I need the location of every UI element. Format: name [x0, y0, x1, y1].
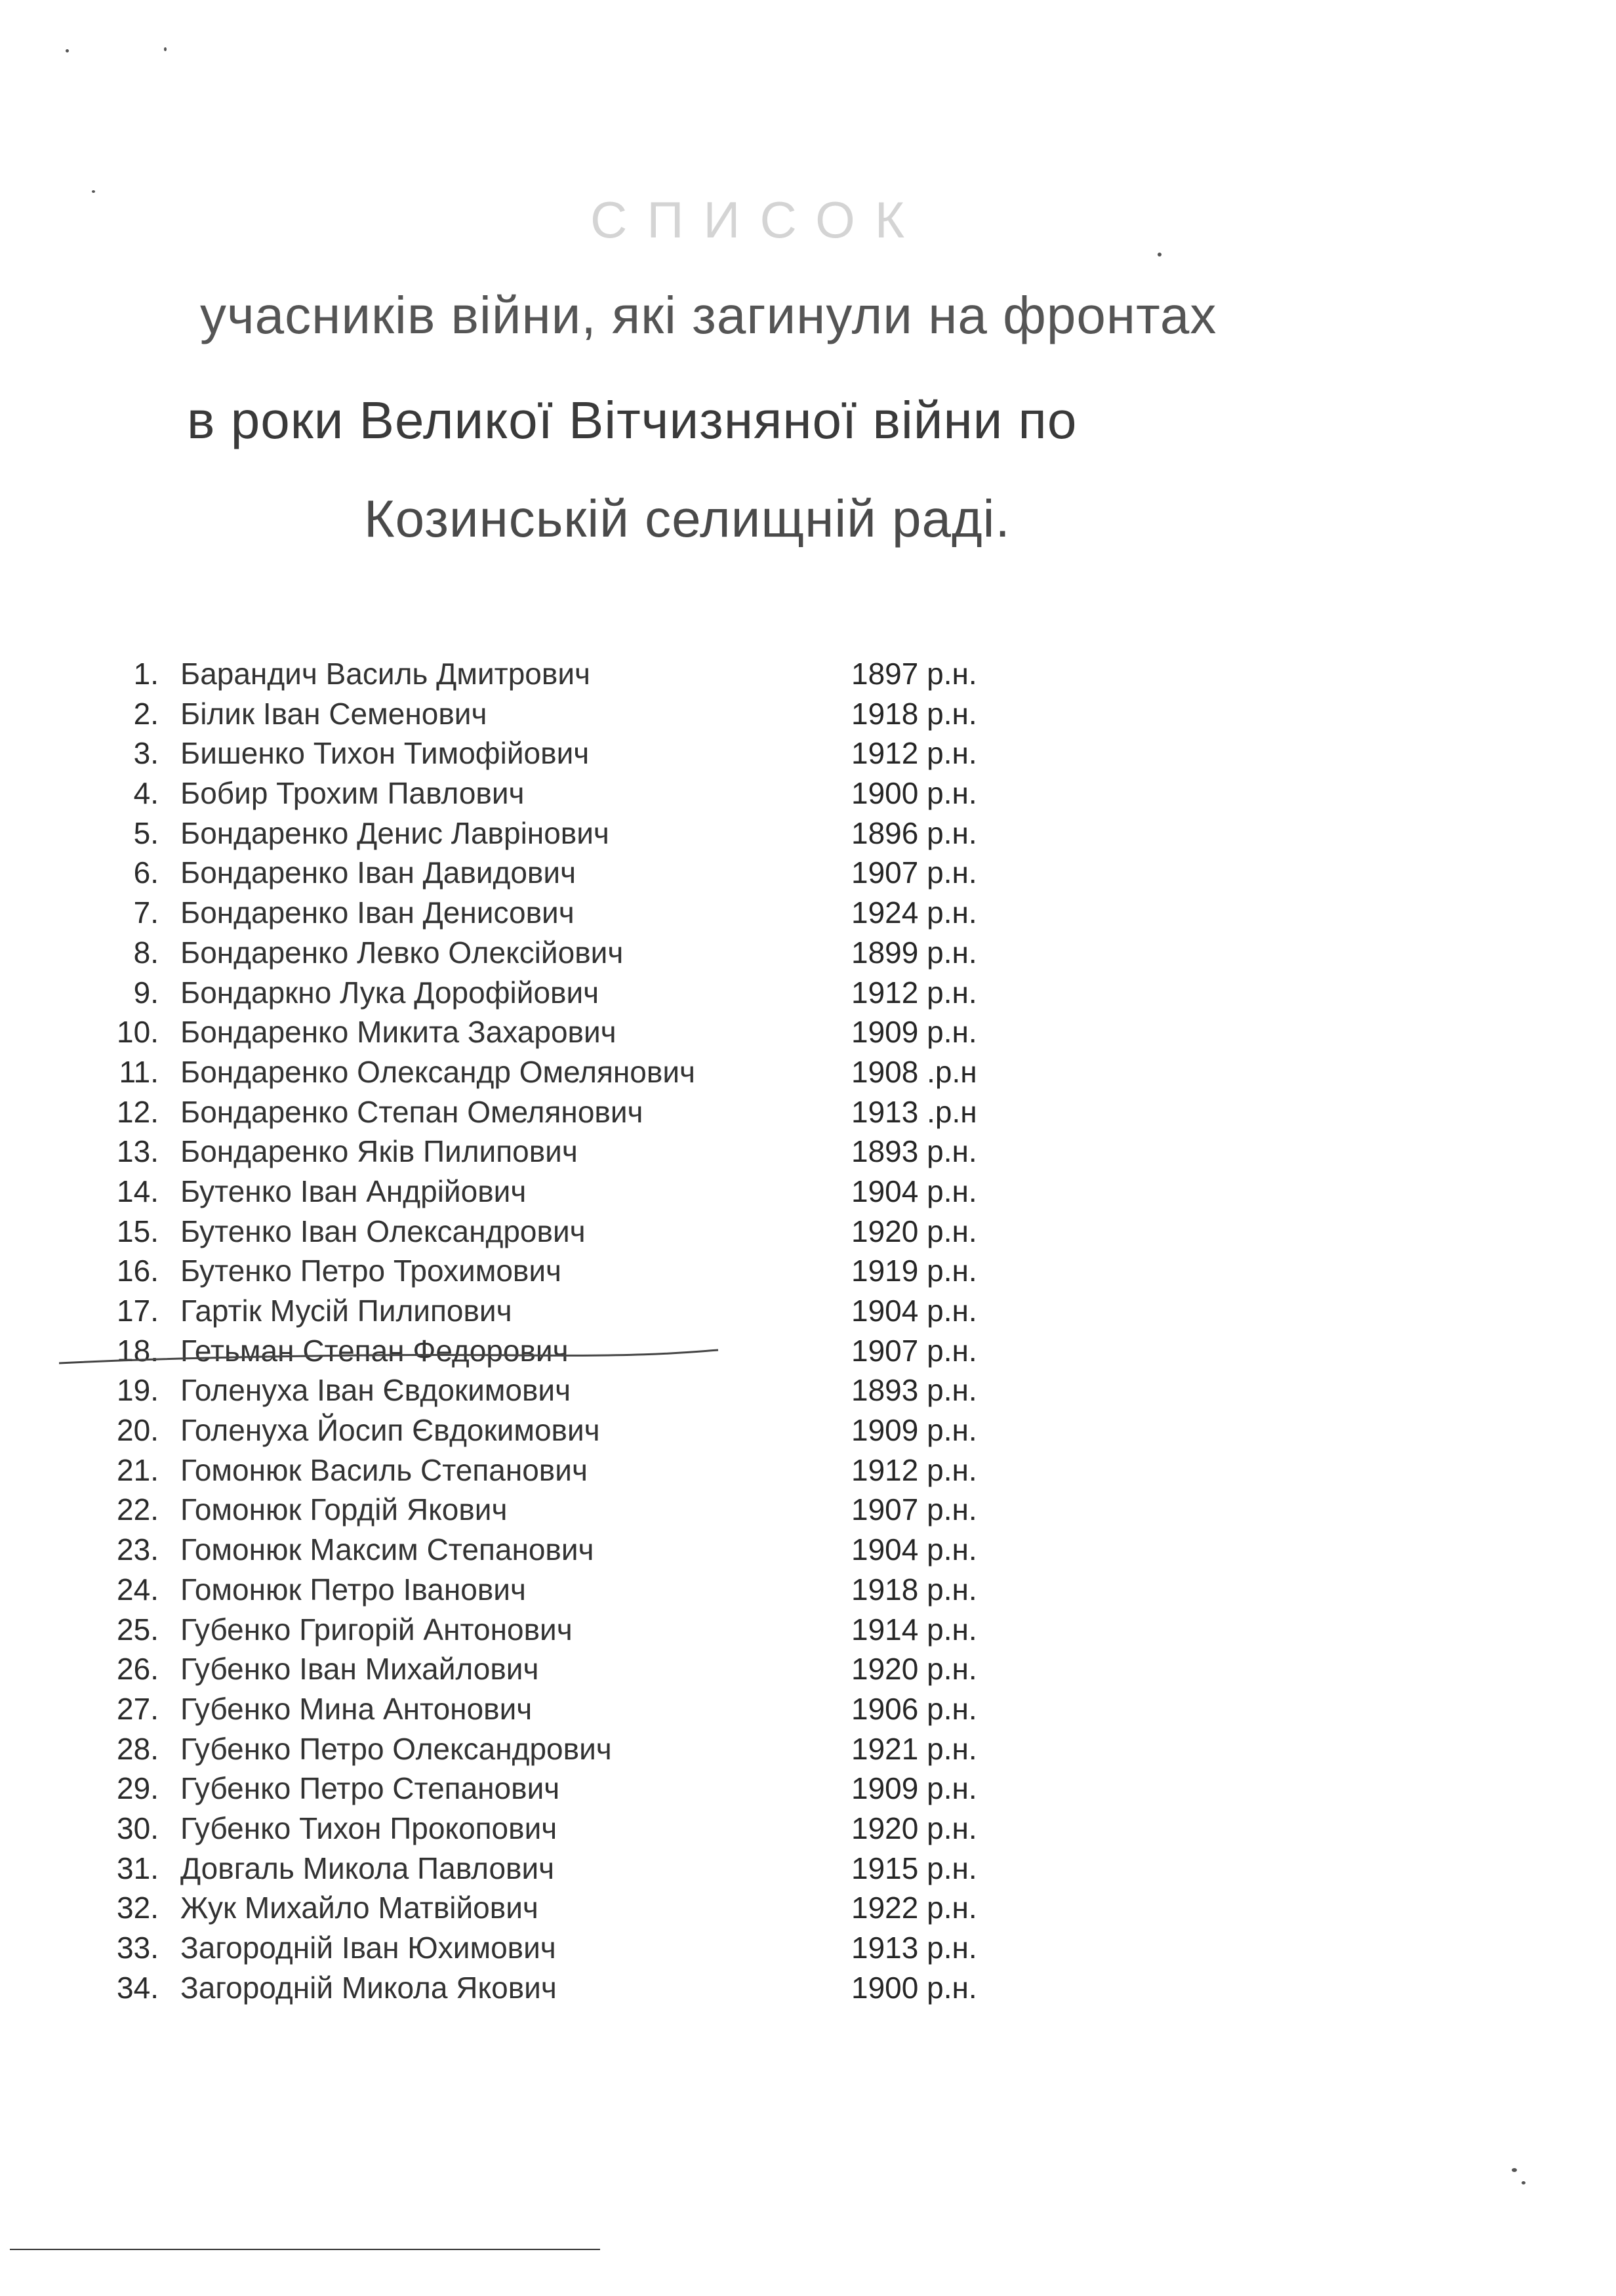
- list-item: [98, 1809, 1148, 1849]
- entry-name: Бишенко Тихон Тимофійович: [180, 736, 590, 771]
- list-item: [98, 973, 1148, 1013]
- list-item: [98, 1370, 1148, 1410]
- entry-birth-year: 1904 р.н.: [851, 1174, 977, 1208]
- entry-number: 15.: [117, 1214, 159, 1248]
- list-item: [98, 1410, 1148, 1450]
- entry-birth-year: 1909 р.н.: [851, 1413, 977, 1448]
- entry-name: Гомонюк Максим Степанович: [180, 1532, 594, 1567]
- entry-name: Бобир Трохим Павлович: [180, 776, 525, 811]
- entry-birth-year: 1907 р.н.: [851, 1333, 977, 1368]
- casualty-list: [98, 654, 1148, 2007]
- entry-birth-year: 1897 р.н.: [851, 657, 977, 691]
- list-item: [98, 1849, 1148, 1889]
- list-item: [98, 1769, 1148, 1809]
- title-line-1: учасників війни, які загинули на фронтах: [200, 286, 1217, 344]
- entry-number: 32.: [117, 1891, 159, 1925]
- entry-number: 30.: [117, 1811, 159, 1845]
- entry-number: 20.: [117, 1413, 159, 1448]
- entry-name: Гетьман Степан Федорович: [180, 1333, 569, 1368]
- scan-speck: [164, 47, 167, 51]
- entry-number: 4.: [133, 776, 159, 811]
- list-item: [98, 1251, 1148, 1291]
- entry-name: Бондаренко Іван Денисович: [180, 895, 575, 930]
- list-item: [98, 853, 1148, 893]
- entry-name: Бондаренко Денис Лаврінович: [180, 815, 609, 850]
- entry-birth-year: 1920 р.н.: [851, 1811, 977, 1845]
- entry-number: 17.: [117, 1294, 159, 1328]
- entry-number: 19.: [117, 1373, 159, 1408]
- scan-speck: [1512, 2168, 1517, 2172]
- list-item: [98, 1092, 1148, 1132]
- list-item: [98, 933, 1148, 973]
- scan-speck: [1522, 2181, 1525, 2184]
- title-line-2: в роки Великої Вітчизняної війни по: [187, 391, 1078, 449]
- entry-name: Бутенко Петро Трохимович: [180, 1254, 562, 1288]
- entry-number: 10.: [117, 1015, 159, 1050]
- entry-name: Гомонюк Гордій Якович: [180, 1492, 508, 1527]
- entry-number: 23.: [117, 1532, 159, 1567]
- entry-name: Бондаренко Микита Захарович: [180, 1015, 616, 1050]
- entry-birth-year: 1913 .р.н: [851, 1094, 977, 1129]
- entry-number: 28.: [117, 1731, 159, 1766]
- entry-name: Губенко Іван Михайлович: [180, 1652, 539, 1687]
- list-item: [98, 1450, 1148, 1490]
- entry-birth-year: 1899 р.н.: [851, 935, 977, 970]
- entry-number: 33.: [117, 1931, 159, 1965]
- entry-birth-year: 1893 р.н.: [851, 1373, 977, 1408]
- list-item: [98, 1132, 1148, 1172]
- list-item: [98, 1649, 1148, 1689]
- entry-name: Голенуха Іван Євдокимович: [180, 1373, 571, 1408]
- entry-number: 8.: [133, 935, 159, 970]
- entry-name: Губенко Мина Антонович: [180, 1691, 533, 1726]
- entry-number: 31.: [117, 1851, 159, 1885]
- list-item: [98, 1052, 1148, 1092]
- entry-name: Бондаркно Лука Дорофійович: [180, 975, 599, 1010]
- entry-name: Бондаренко Олександр Омелянович: [180, 1054, 695, 1089]
- entry-number: 29.: [117, 1771, 159, 1806]
- entry-birth-year: 1920 р.н.: [851, 1652, 977, 1687]
- list-item: [98, 1610, 1148, 1650]
- entry-name: Губенко Тихон Прокопович: [180, 1811, 557, 1845]
- entry-name: Бутенко Іван Олександрович: [180, 1214, 586, 1248]
- entry-birth-year: 1904 р.н.: [851, 1532, 977, 1567]
- scan-speck: [92, 190, 95, 193]
- entry-number: 22.: [117, 1492, 159, 1527]
- entry-number: 27.: [117, 1691, 159, 1726]
- entry-name: Губенко Григорій Антонович: [180, 1612, 573, 1647]
- entry-birth-year: 1893 р.н.: [851, 1134, 977, 1169]
- entry-number: 24.: [117, 1572, 159, 1607]
- list-item: [98, 1212, 1148, 1252]
- entry-name: Жук Михайло Матвійович: [180, 1891, 538, 1925]
- entry-name: Губенко Петро Степанович: [180, 1771, 560, 1806]
- list-item: [98, 1291, 1148, 1331]
- entry-birth-year: 1909 р.н.: [851, 1015, 977, 1050]
- entry-birth-year: 1914 р.н.: [851, 1612, 977, 1647]
- entry-number: 7.: [133, 895, 159, 930]
- list-item: [98, 694, 1148, 734]
- list-item: [98, 1729, 1148, 1769]
- entry-name: Гомонюк Петро Іванович: [180, 1572, 526, 1607]
- entry-name: Бутенко Іван Андрійович: [180, 1174, 527, 1208]
- list-item: [98, 1689, 1148, 1729]
- entry-name: Гомонюк Василь Степанович: [180, 1452, 588, 1487]
- entry-number: 25.: [117, 1612, 159, 1647]
- entry-name: Бондаренко Яків Пилипович: [180, 1134, 578, 1169]
- entry-number: 1.: [133, 657, 159, 691]
- entry-number: 14.: [117, 1174, 159, 1208]
- entry-birth-year: 1915 р.н.: [851, 1851, 977, 1885]
- entry-number: 11.: [119, 1054, 159, 1089]
- entry-birth-year: 1919 р.н.: [851, 1254, 977, 1288]
- entry-name: Бондаренко Степан Омелянович: [180, 1094, 643, 1129]
- entry-name: Гартік Мусій Пилипович: [180, 1294, 512, 1328]
- entry-birth-year: 1904 р.н.: [851, 1294, 977, 1328]
- title-line-3: Козинській селищній раді.: [364, 489, 1011, 548]
- list-item: [98, 1968, 1148, 2008]
- entry-name: Білик Іван Семенович: [180, 696, 487, 731]
- list-item: [98, 733, 1148, 773]
- entry-birth-year: 1896 р.н.: [851, 815, 977, 850]
- entry-birth-year: 1921 р.н.: [851, 1731, 977, 1766]
- entry-birth-year: 1907 р.н.: [851, 855, 977, 890]
- entry-number: 12.: [117, 1094, 159, 1129]
- entry-number: 3.: [133, 736, 159, 771]
- entry-number: 2.: [133, 696, 159, 731]
- scan-speck: [1158, 253, 1162, 256]
- entry-birth-year: 1918 р.н.: [851, 1572, 977, 1607]
- document-heading: СПИСОК: [590, 191, 925, 249]
- list-item: [98, 1888, 1148, 1928]
- entry-number: 13.: [117, 1134, 159, 1169]
- list-item: [98, 813, 1148, 853]
- list-item: [98, 1570, 1148, 1610]
- entry-birth-year: 1924 р.н.: [851, 895, 977, 930]
- list-item: [98, 893, 1148, 933]
- entry-birth-year: 1909 р.н.: [851, 1771, 977, 1806]
- list-item: [98, 1012, 1148, 1052]
- entry-birth-year: 1912 р.н.: [851, 1452, 977, 1487]
- entry-birth-year: 1920 р.н.: [851, 1214, 977, 1248]
- entry-name: Довгаль Микола Павлович: [180, 1851, 555, 1885]
- entry-birth-year: 1912 р.н.: [851, 736, 977, 771]
- entry-birth-year: 1900 р.н.: [851, 1970, 977, 2005]
- entry-number: 34.: [117, 1970, 159, 2005]
- entry-number: 21.: [117, 1452, 159, 1487]
- entry-birth-year: 1922 р.н.: [851, 1891, 977, 1925]
- entry-birth-year: 1908 .р.н: [851, 1054, 977, 1089]
- list-item: [98, 773, 1148, 813]
- entry-name: Голенуха Йосип Євдокимович: [180, 1413, 600, 1448]
- list-item: [98, 1172, 1148, 1212]
- entry-number: 26.: [117, 1652, 159, 1687]
- entry-birth-year: 1900 р.н.: [851, 776, 977, 811]
- entry-number: 16.: [117, 1254, 159, 1288]
- entry-number: 6.: [133, 855, 159, 890]
- list-item: [98, 654, 1148, 694]
- entry-number: 9.: [133, 975, 159, 1010]
- scan-speck: [66, 49, 69, 52]
- bottom-rule: [10, 2249, 600, 2250]
- entry-number: 18.: [117, 1333, 159, 1368]
- entry-birth-year: 1912 р.н.: [851, 975, 977, 1010]
- list-item: [98, 1530, 1148, 1570]
- entry-birth-year: 1907 р.н.: [851, 1492, 977, 1527]
- list-item: [98, 1928, 1148, 1968]
- entry-birth-year: 1918 р.н.: [851, 696, 977, 731]
- entry-name: Бондаренко Левко Олексійович: [180, 935, 624, 970]
- entry-birth-year: 1906 р.н.: [851, 1691, 977, 1726]
- entry-name: Барандич Василь Дмитрович: [180, 657, 590, 691]
- pen-stroke-mark: [59, 1345, 721, 1371]
- entry-name: Загородній Іван Юхимович: [180, 1931, 556, 1965]
- entry-number: 5.: [133, 815, 159, 850]
- entry-name: Бондаренко Іван Давидович: [180, 855, 576, 890]
- list-item: [98, 1490, 1148, 1530]
- entry-birth-year: 1913 р.н.: [851, 1931, 977, 1965]
- entry-name: Загородній Микола Якович: [180, 1970, 557, 2005]
- entry-name: Губенко Петро Олександрович: [180, 1731, 612, 1766]
